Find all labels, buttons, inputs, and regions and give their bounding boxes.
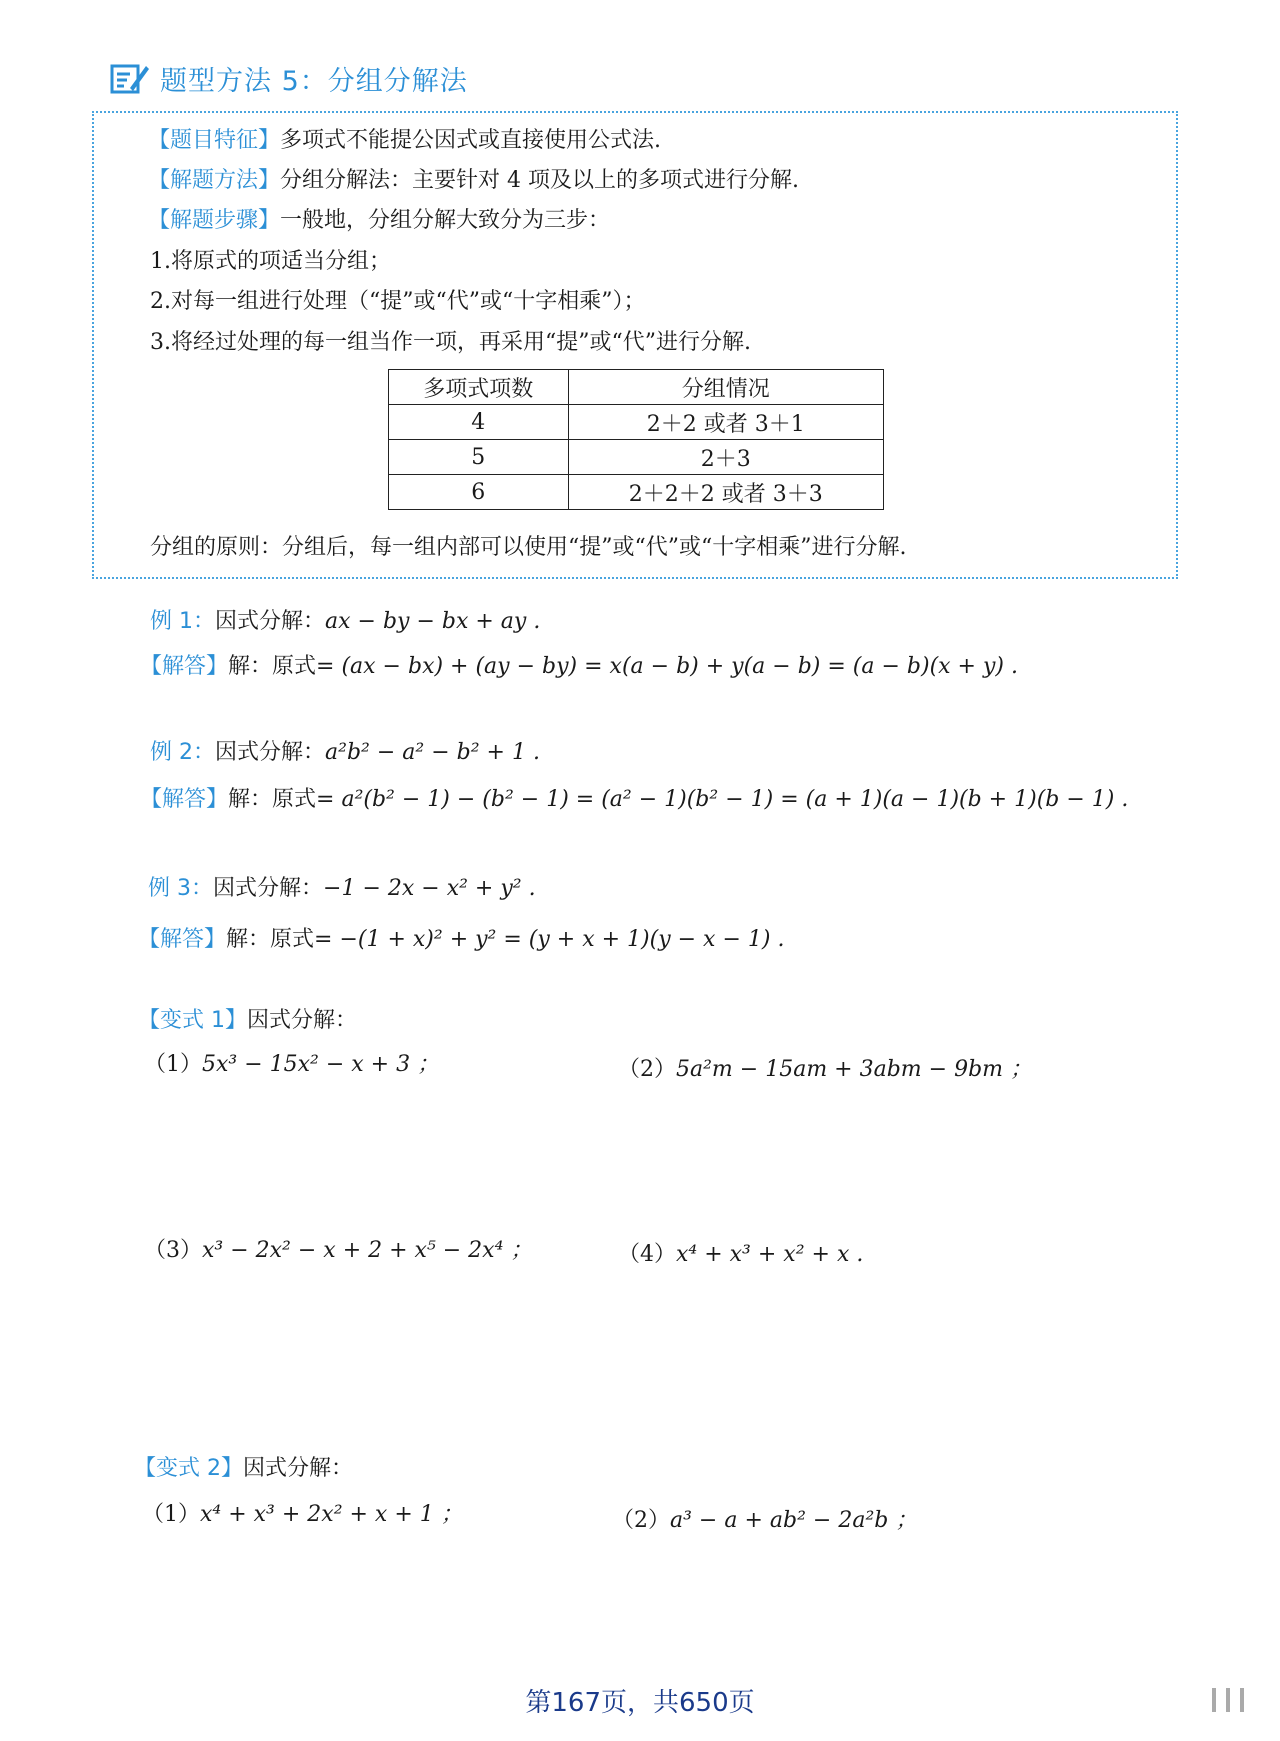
item-number: （3）	[144, 1238, 202, 1263]
step-3: 3.将经过处理的每一组当作一项，再采用“提”或“代”进行分解.	[150, 330, 751, 355]
table-row	[389, 440, 884, 475]
variant-tag: 【变式 1】	[138, 1008, 247, 1033]
answer-tag: 【解答】	[138, 927, 227, 952]
table-header-cell: 分组情况	[568, 370, 883, 405]
steps-text: 一般地，分组分解大致分为三步：	[280, 208, 611, 233]
item-expr: 5a²m − 15am + 3abm − 9bm ；	[676, 1057, 1033, 1082]
item-expr: x⁴ + x³ + 2x² + x + 1 ；	[200, 1502, 463, 1527]
item-expr: x³ − 2x² − x + 2 + x⁵ − 2x⁴ ；	[202, 1238, 533, 1263]
feature-line	[148, 126, 661, 156]
item-expr: x⁴ + x³ + x² + x .	[676, 1242, 864, 1267]
step-2: 2.对每一组进行处理（“提”或“代”或“十字相乘”）；	[150, 289, 646, 314]
answer-prefix: 解：原式	[226, 927, 315, 952]
answer-expr: = (ax − bx) + (ay − by) = x(a − b) + y(a − b) = (a − b)(x + y) .	[316, 654, 1018, 679]
feature-tag: 【题目特征】	[148, 128, 281, 153]
example-label: 例 1：	[150, 609, 215, 634]
answer-2	[140, 785, 1128, 815]
table-cell: 2＋2＋2 或者 3＋3	[568, 475, 883, 510]
page-indicator: 第167页，共650页	[525, 1688, 755, 1718]
scan-marks	[1212, 1688, 1244, 1712]
approach-tag: 【解题方法】	[148, 168, 281, 193]
variant-1-heading	[138, 1006, 357, 1036]
scan-mark-bar	[1226, 1688, 1230, 1712]
table-cell: 6	[389, 475, 569, 510]
item-number: （1）	[144, 1052, 202, 1077]
example-prompt: 因式分解：	[215, 740, 326, 765]
example-3	[148, 874, 536, 904]
example-prompt: 因式分解：	[213, 876, 324, 901]
example-prompt: 因式分解：	[215, 609, 326, 634]
variant-1-item-1	[144, 1050, 439, 1080]
example-1	[150, 607, 540, 637]
answer-expr: = −(1 + x)² + y² = (y + x + 1)(y − x − 1) .	[314, 927, 785, 952]
variant-2-item-1	[142, 1500, 463, 1530]
approach-text: 分组分解法：主要针对 4 项及以上的多项式进行分解.	[280, 168, 799, 193]
answer-tag: 【解答】	[140, 787, 229, 812]
table-cell: 5	[389, 440, 569, 475]
steps-line	[148, 206, 610, 236]
table-header-cell: 多项式项数	[389, 370, 569, 405]
approach-line	[148, 166, 799, 196]
variant-prompt: 因式分解：	[243, 1456, 354, 1481]
grouping-principle: 分组的原则：分组后，每一组内部可以使用“提”或“代”或“十字相乘”进行分解.	[150, 535, 907, 560]
section-title	[110, 55, 468, 101]
item-expr: a³ − a + ab² − 2a²b ；	[670, 1508, 918, 1533]
answer-expr: = a²(b² − 1) − (b² − 1) = (a² − 1)(b² − 1) = (a + 1)(a − 1)(b + 1)(b − 1) .	[316, 787, 1129, 812]
variant-1-item-4	[618, 1240, 863, 1270]
example-expr: −1 − 2x − x² + y² .	[323, 876, 536, 901]
item-number: （4）	[618, 1242, 676, 1267]
table-cell: 4	[389, 405, 569, 440]
table-cell: 2＋3	[568, 440, 883, 475]
variant-2-heading	[134, 1454, 353, 1484]
item-expr: 5x³ − 15x² − x + 3 ；	[202, 1052, 440, 1077]
item-number: （2）	[612, 1508, 670, 1533]
variant-tag: 【变式 2】	[134, 1456, 243, 1481]
example-expr: a²b² − a² − b² + 1 .	[325, 740, 540, 765]
answer-prefix: 解：原式	[228, 787, 317, 812]
answer-1	[140, 652, 1018, 682]
variant-1-item-2	[618, 1055, 1032, 1085]
section-title-text: 题型方法 5：分组分解法	[160, 65, 468, 97]
answer-3	[138, 925, 784, 955]
answer-prefix: 解：原式	[228, 654, 317, 679]
variant-1-item-3	[144, 1236, 532, 1266]
item-number: （2）	[618, 1057, 676, 1082]
table-row	[389, 405, 884, 440]
variant-prompt: 因式分解：	[247, 1008, 358, 1033]
example-label: 例 2：	[150, 740, 215, 765]
table-cell: 2＋2 或者 3＋1	[568, 405, 883, 440]
scan-mark-bar	[1212, 1688, 1216, 1712]
example-label: 例 3：	[148, 876, 213, 901]
example-2	[150, 738, 540, 768]
step-1: 1.将原式的项适当分组；	[150, 249, 391, 274]
feature-text: 多项式不能提公因式或直接使用公式法.	[280, 128, 662, 153]
pen-note-icon	[110, 60, 150, 96]
answer-tag: 【解答】	[140, 654, 229, 679]
table-row	[389, 475, 884, 510]
steps-tag: 【解题步骤】	[148, 208, 281, 233]
item-number: （1）	[142, 1502, 200, 1527]
scan-mark-bar	[1240, 1688, 1244, 1712]
grouping-table	[388, 369, 884, 510]
variant-2-item-2	[612, 1506, 917, 1536]
table-header-row	[389, 370, 884, 405]
example-expr: ax − by − bx + ay .	[325, 609, 541, 634]
